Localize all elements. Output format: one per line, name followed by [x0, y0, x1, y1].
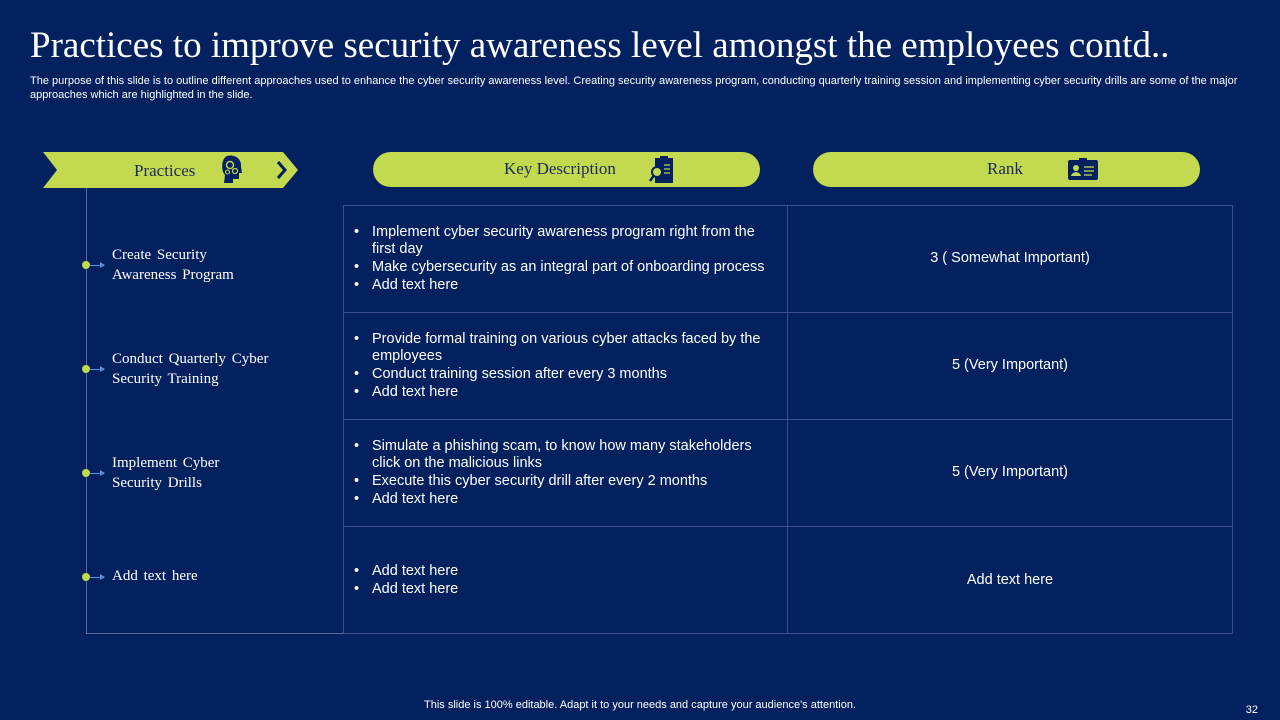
- id-card-icon: [1066, 157, 1100, 183]
- rank-header-label: Rank: [987, 159, 1023, 178]
- slide-title: Practices to improve security awareness level amongst the employees contd..: [30, 25, 1170, 66]
- arrow-right-icon: [90, 577, 104, 578]
- rank-header: [813, 152, 1200, 187]
- description-bullet: • Simulate a phishing scam, to know how many stakeholders click on the malicious links: [354, 438, 774, 473]
- chevron-right-icon: [276, 160, 288, 180]
- practice-item-2: [82, 348, 322, 408]
- table-row: [344, 206, 1232, 313]
- timeline-bottom-line: [86, 633, 344, 634]
- slide-subtitle: The purpose of this slide is to outline different approaches used to enhance the cyber security awareness level. Creating security awareness program, conducting quarterly training session and implementing cyber security drills are some of the major approaches which are highlighted in the slide.: [30, 75, 1238, 101]
- table-row: [344, 527, 1232, 634]
- practice-label: Implement Cyber Security Drills: [112, 455, 220, 491]
- table-row: [344, 313, 1232, 420]
- description-bullet: • Conduct training session after every 3 months: [354, 366, 774, 384]
- table-row: [344, 420, 1232, 527]
- description-bullet: • Make cybersecurity as an integral part of onboarding process: [354, 259, 774, 277]
- rank-cell: Add text here: [966, 571, 1054, 588]
- arrow-right-icon: [90, 369, 104, 370]
- practices-header-label: Practices: [134, 161, 196, 180]
- key-description-header: [373, 152, 760, 187]
- rank-cell: 5 (Very Important): [951, 357, 1069, 373]
- description-bullet: • Implement cyber security awareness program right from the first day: [354, 224, 774, 259]
- description-bullet: • Add text here: [354, 581, 774, 599]
- practice-item-3: [82, 452, 322, 512]
- rank-cell: 5 (Very Important): [951, 464, 1069, 480]
- bullet-dot-icon: [82, 261, 90, 269]
- description-bullet: • Add text here: [354, 384, 774, 402]
- key-description-header-label: Key Description: [504, 159, 616, 178]
- page-number: 32: [1245, 704, 1258, 716]
- practice-label: Add text here: [112, 568, 198, 584]
- bullet-dot-icon: [82, 469, 90, 477]
- practice-item-4: [82, 556, 322, 616]
- description-bullet: • Provide formal training on various cyber attacks faced by the employees: [354, 331, 774, 366]
- practice-item-1: [82, 244, 322, 304]
- bullet-dot-icon: [82, 573, 90, 581]
- description-bullet: • Add text here: [354, 563, 774, 581]
- arrow-right-icon: [90, 265, 104, 266]
- description-bullet: • Execute this cyber security drill after every 2 months: [354, 473, 774, 491]
- description-cell: [344, 313, 788, 419]
- rank-cell: 3 ( Somewhat Important): [930, 250, 1090, 266]
- practices-table: [343, 205, 1233, 634]
- description-cell: [344, 527, 788, 634]
- bullet-dot-icon: [82, 365, 90, 373]
- practices-header: [43, 152, 298, 188]
- description-cell: [344, 206, 788, 312]
- footer-note: This slide is 100% editable. Adapt it to your needs and capture your audience's attention.: [424, 699, 856, 711]
- practice-label: Conduct Quarterly Cyber Security Training: [112, 351, 269, 387]
- description-cell: [344, 420, 788, 526]
- head-gears-icon: [221, 154, 243, 184]
- description-bullet: • Add text here: [354, 491, 774, 509]
- clipboard-search-icon: [649, 155, 675, 185]
- description-bullet: • Add text here: [354, 277, 774, 295]
- arrow-right-icon: [90, 473, 104, 474]
- practice-label: Create Security Awareness Program: [112, 247, 234, 283]
